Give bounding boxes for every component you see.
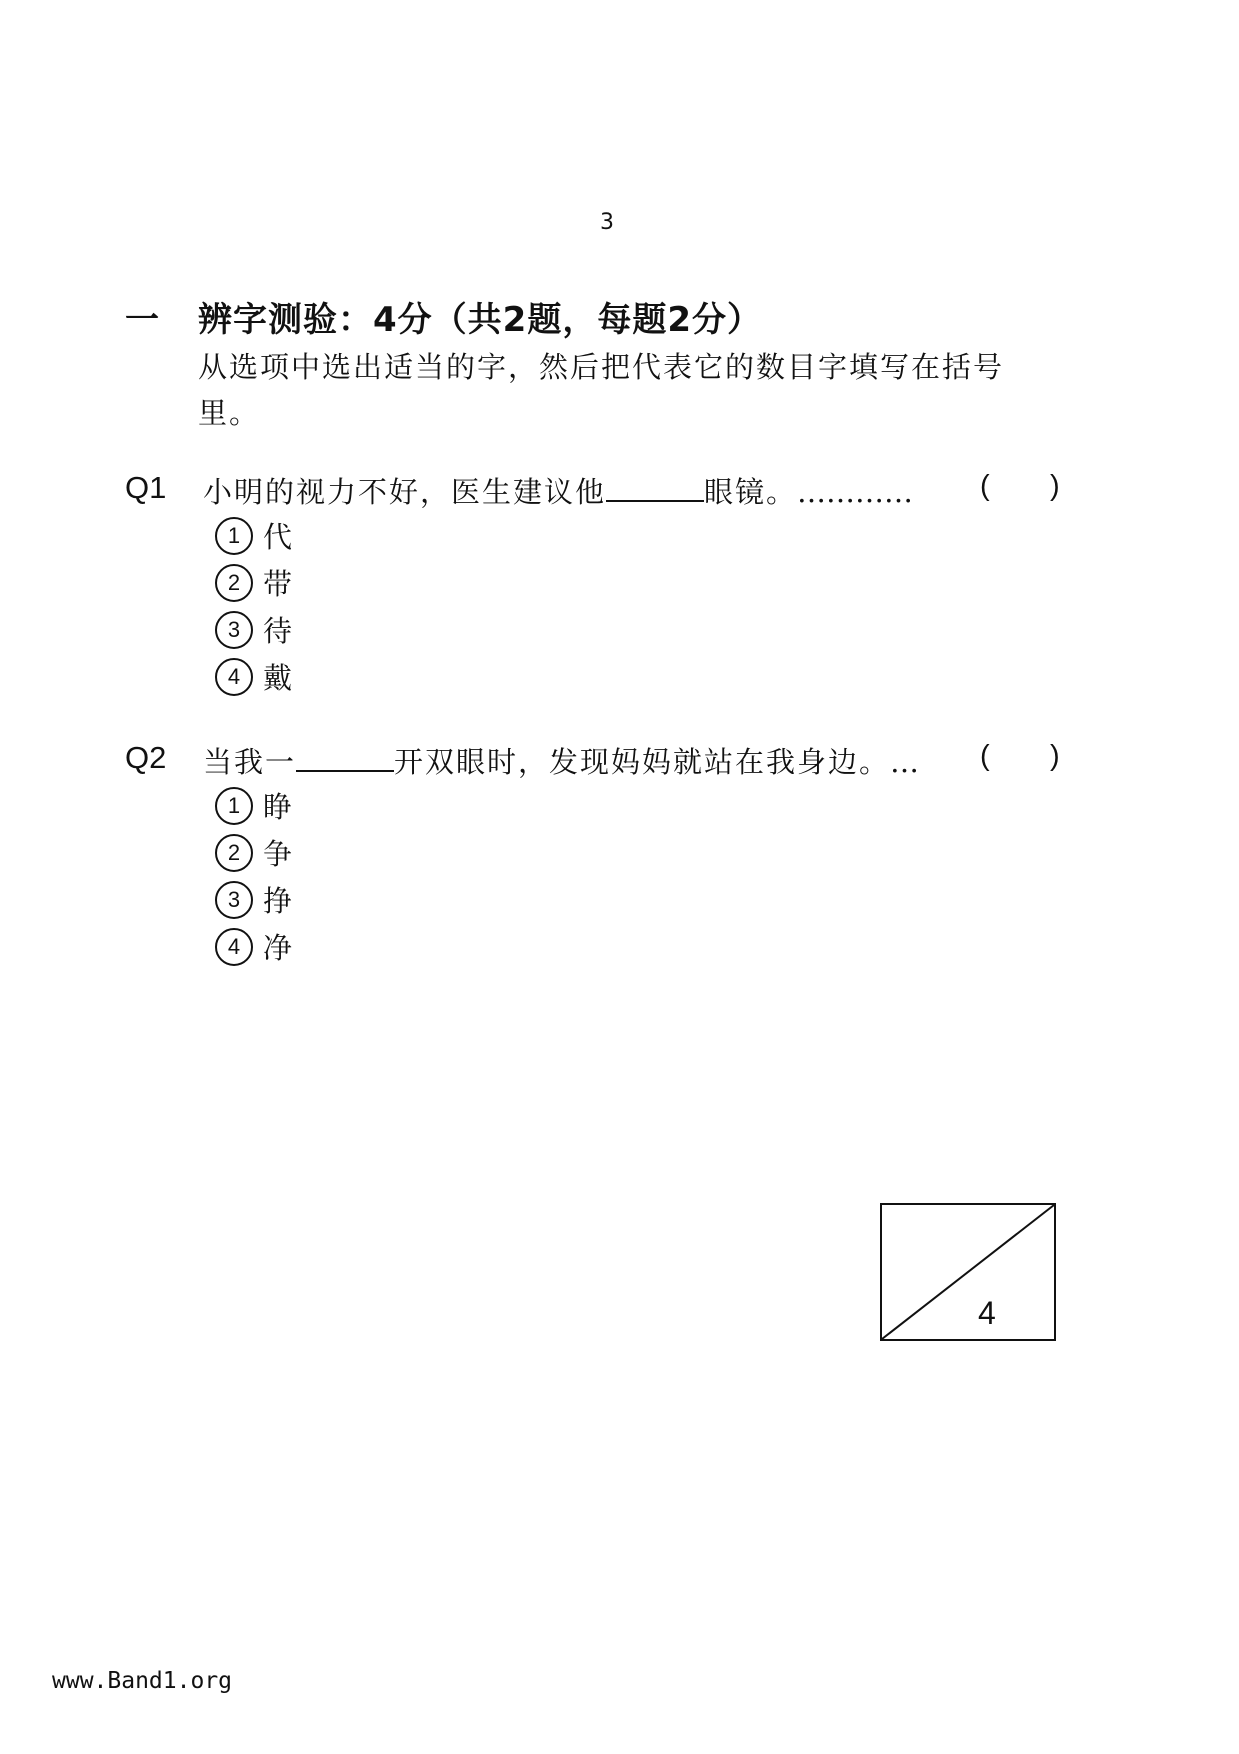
option-number: 1 <box>215 787 253 825</box>
answer-blank <box>606 470 704 502</box>
option-1 <box>215 512 292 559</box>
option-text: 净 <box>263 931 293 965</box>
option-text: 戴 <box>263 661 293 695</box>
score-box <box>880 1203 1056 1341</box>
answer-paren-open: ( <box>980 740 990 772</box>
answer-blank <box>296 740 394 772</box>
option-number: 4 <box>215 658 253 696</box>
max-score: 4 <box>978 1295 996 1331</box>
option-number: 2 <box>215 834 253 872</box>
answer-paren-close: ) <box>1050 470 1060 502</box>
option-text: 待 <box>263 614 293 648</box>
option-number: 3 <box>215 611 253 649</box>
option-number: 3 <box>215 881 253 919</box>
section-mark: 一 <box>125 300 159 340</box>
stem-before: 小明的视力不好，医生建议他 <box>203 475 607 509</box>
option-3 <box>215 876 292 923</box>
option-number: 4 <box>215 928 253 966</box>
answer-paren-close: ) <box>1050 740 1060 772</box>
option-text: 争 <box>263 837 293 871</box>
question-stem <box>203 740 919 781</box>
option-1 <box>215 782 292 829</box>
section-title: 辨字测验：4分（共2题，每题2分） <box>198 300 762 340</box>
option-list <box>215 782 292 970</box>
leader-dots: ………… <box>797 475 914 509</box>
stem-after: 开双眼时，发现妈妈就站在我身边。 <box>394 745 891 779</box>
option-2 <box>215 559 292 606</box>
option-text: 挣 <box>263 884 293 918</box>
option-text: 代 <box>263 520 293 554</box>
option-4 <box>215 653 292 700</box>
score-box-frame <box>880 1203 1056 1341</box>
question-label: Q2 <box>125 740 167 775</box>
option-number: 2 <box>215 564 253 602</box>
option-3 <box>215 606 292 653</box>
stem-after: 眼镜。 <box>704 475 798 509</box>
leader-dots: … <box>890 745 920 779</box>
option-4 <box>215 923 292 970</box>
option-number: 1 <box>215 517 253 555</box>
section-instructions: 从选项中选出适当的字，然后把代表它的数目字填写在括号里。 <box>198 350 1005 430</box>
option-list <box>215 512 292 700</box>
question-stem <box>203 470 913 511</box>
stem-before: 当我一 <box>203 745 297 779</box>
page-number: 3 <box>600 210 614 235</box>
answer-paren-open: ( <box>980 470 990 502</box>
option-text: 睁 <box>263 790 293 824</box>
footer-url: www.Band1.org <box>52 1668 233 1694</box>
question-label: Q1 <box>125 470 167 505</box>
option-2 <box>215 829 292 876</box>
option-text: 带 <box>263 567 293 601</box>
